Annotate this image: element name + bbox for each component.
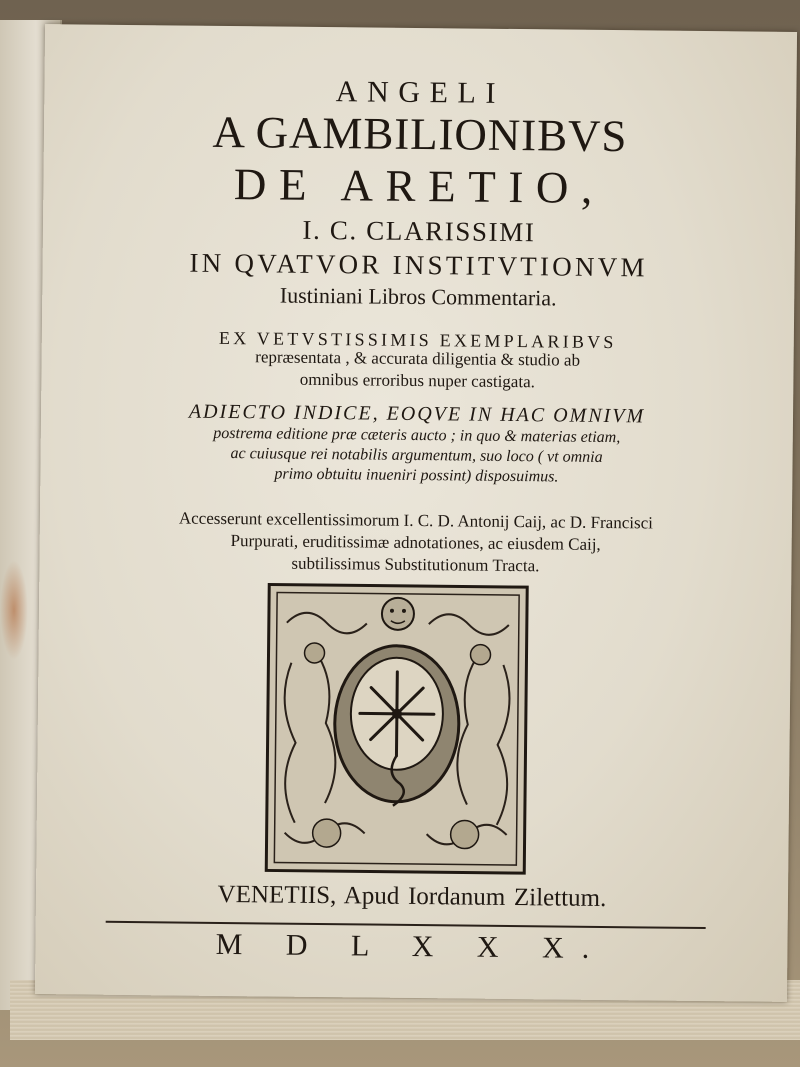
author-surname: A GAMBILIONIBVS — [212, 106, 628, 162]
description-line-1: EX VETVSTISSIMIS EXEMPLARIBVS — [218, 327, 617, 353]
author-title: I. C. CLARISSIMI — [302, 214, 536, 248]
index-line-4: primo obtuitu inueniri possint) disposuimus. — [274, 465, 559, 486]
book-title: IN QVATVOR INSTITVTIONVM — [189, 247, 648, 283]
additions-line-1: Accesserunt excellentissimorum I. C. D. Antonij Caij, ac D. Francisci — [178, 508, 654, 533]
publication-date: M D L X X X. — [215, 927, 608, 966]
index-line-2: postrema editione præ cæteris aucto ; in quo & materias etiam, — [213, 424, 621, 447]
author-forename: ANGELI — [335, 75, 506, 110]
index-line-3: ac cuiusque rei notabilis argumentum, suo loco ( vt omnia — [230, 445, 603, 466]
description-line-2: repræsentata , & accurata diligentia & studio ab — [255, 347, 581, 370]
printers-device-star-emblem-icon — [264, 582, 529, 875]
additions-line-2: Purpurati, eruditissimæ adnotationes, ac eiusdem Caij, — [230, 531, 601, 554]
description-line-3: omnibus erroribus nuper castigata. — [299, 369, 536, 392]
author-origin: DE ARETIO, — [233, 159, 606, 213]
book-subtitle: Iustiniani Libros Commentaria. — [279, 282, 557, 311]
index-line-1: ADIECTO INDICE, EOQVE IN HAC OMNIVM — [188, 400, 646, 428]
additions-line-3: subtilissimus Substitutionum Tracta. — [291, 553, 540, 576]
imprint: VENETIIS, Apud Iordanum Zilettum. — [217, 880, 607, 913]
title-page — [35, 24, 797, 1002]
rust-stain — [0, 560, 28, 660]
